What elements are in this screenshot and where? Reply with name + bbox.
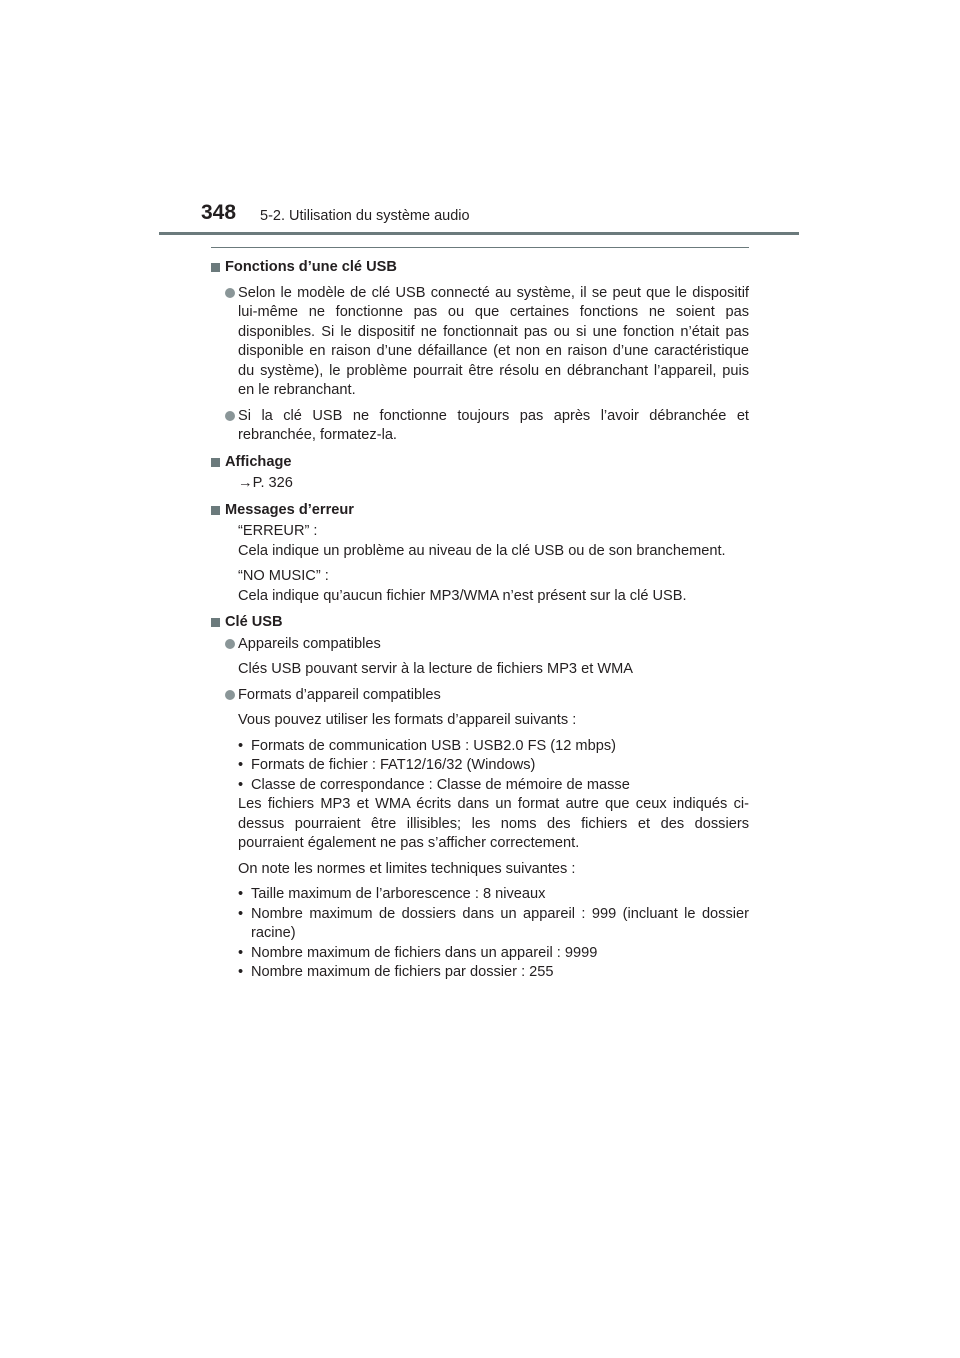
bullet-item (211, 284, 749, 401)
reference-text: P. 326 (252, 475, 293, 491)
list-item-text: Formats de communication USB : USB2.0 FS (12 mbps) (251, 737, 616, 754)
list-item (238, 905, 749, 944)
list-item-text: Taille maximum de l’arborescence : 8 niveaux (251, 886, 546, 902)
list-dot-icon: • (238, 776, 244, 793)
compatible-devices-text: Clés USB pouvant servir à la lecture de fichiers MP3 et WMA (238, 661, 633, 677)
limits-list (211, 885, 749, 983)
square-marker-icon (211, 263, 220, 272)
formats-note: Les fichiers MP3 et WMA écrits dans un format autre que ceux indiqués ci-dessus pourraient être illisibles; les noms des fichiers et des dossiers pourraient également ne pas s’afficher correctement. (238, 796, 749, 851)
error-message-item (211, 567, 749, 606)
heading-usb-key (211, 613, 749, 633)
bullet-item (211, 686, 749, 706)
bullet-text: Appareils compatibles (238, 635, 381, 652)
list-item-text: Nombre maximum de fichiers par dossier : 255 (251, 964, 554, 980)
list-dot-icon: • (238, 757, 244, 773)
page-reference[interactable] (211, 474, 749, 494)
circle-bullet-icon (225, 288, 235, 298)
list-dot-icon: • (238, 905, 244, 922)
heading-usb-functions (211, 258, 749, 278)
page-number: 348 (201, 201, 237, 224)
page-content (211, 258, 749, 983)
limits-intro: On note les normes et limites techniques suivantes : (238, 860, 576, 877)
error-code: “NO MUSIC” : (238, 568, 329, 584)
bullet-item (211, 635, 749, 655)
list-item (238, 776, 749, 796)
circle-bullet-icon (225, 411, 235, 421)
heading-text: Affichage (225, 453, 292, 470)
square-marker-icon (211, 506, 220, 515)
heading-text: Clé USB (225, 614, 283, 630)
list-dot-icon: • (238, 964, 244, 980)
list-item-text: Nombre maximum de dossiers dans un appareil : 999 (incluant le dossier racine) (251, 905, 749, 941)
heading-error-messages (211, 501, 749, 521)
circle-bullet-icon (225, 690, 235, 700)
list-item (238, 944, 749, 964)
square-marker-icon (211, 458, 220, 467)
content-divider (211, 247, 749, 248)
formats-list (211, 737, 749, 796)
error-description: Cela indique un problème au niveau de la clé USB ou de son branchement. (238, 542, 726, 559)
bullet-item (211, 407, 749, 446)
error-code: “ERREUR” : (238, 523, 318, 539)
list-item-text: Classe de correspondance : Classe de mémoire de masse (251, 776, 630, 793)
bullet-text: Formats d’appareil compatibles (238, 686, 441, 703)
list-item-text: Nombre maximum de fichiers dans un appareil : 9999 (251, 944, 598, 961)
header-divider (159, 232, 799, 235)
arrow-right-icon: → (238, 475, 253, 491)
list-dot-icon: • (238, 737, 244, 754)
circle-bullet-icon (225, 639, 235, 649)
list-dot-icon: • (238, 886, 244, 902)
error-description: Cela indique qu’aucun fichier MP3/WMA n’est présent sur la clé USB. (238, 587, 687, 604)
list-item (238, 756, 749, 776)
list-dot-icon: • (238, 944, 244, 961)
list-item (238, 885, 749, 905)
bullet-text: Si la clé USB ne fonctionne toujours pas après l’avoir débranchée et rebranchée, formatez-la. (238, 407, 749, 443)
heading-text: Messages d’erreur (225, 501, 354, 518)
square-marker-icon (211, 618, 220, 627)
list-item (238, 963, 749, 983)
list-item-text: Formats de fichier : FAT12/16/32 (Windows) (251, 757, 536, 773)
heading-text: Fonctions d’une clé USB (225, 259, 397, 275)
heading-display (211, 453, 749, 473)
list-item (238, 737, 749, 757)
formats-intro: Vous pouvez utiliser les formats d’appareil suivants : (238, 712, 577, 728)
section-title: 5-2. Utilisation du système audio (260, 208, 470, 224)
error-message-item (211, 522, 749, 561)
bullet-text: Selon le modèle de clé USB connecté au système, il se peut que le dispositif lui-même ne fonctionne pas ou que certaines fonctions ne soient pas disponibles. Si le dispositif ne fonctionnait pas ou si une fonction n’était pas disponible en raison d’une défaillance (et non en raison d’une caractéristique du système), le problème pourrait être résolu en débranchant l’appareil, puis en le rebranchant. (238, 284, 749, 398)
